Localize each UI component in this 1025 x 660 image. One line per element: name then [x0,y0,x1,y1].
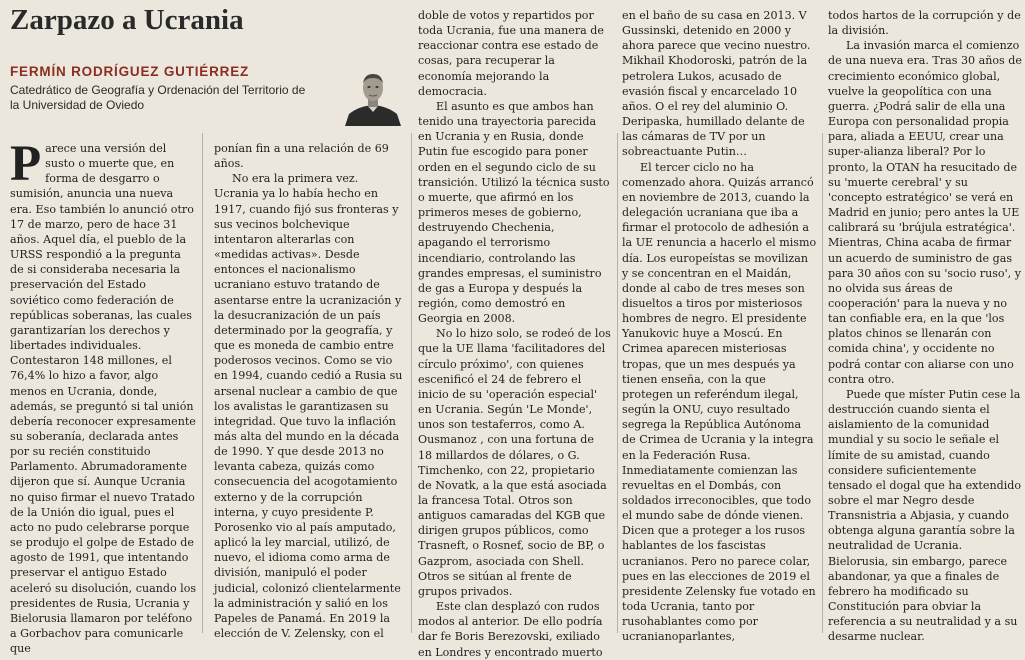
paragraph: El asunto es que ambos han tenido una trayectoria parecida en Ucrania y en Rusia, donde Putin fue escogido para poner orden en el segundo ciclo de su transición. Utilizó la técnica susto o muerte, que afirmó en los primeros meses de gobierno, destruyendo Chechenia, apagando el terrorismo incendiario, controlando las grandes empresas, el suministro de gas a Europa y después la región, como demostró en Georgia en 2008. [418,99,610,326]
paragraph: La invasión marca el comienzo de una nueva era. Tras 30 años de crecimiento económico global, vuelve la geopolítica con una guerra. ¿Podrá salir de ella una Europa con personalidad propia para, aliada a EEUU, crear una super-alianza liberal? Por lo pronto, la OTAN ha resucitado de su 'muerte cerebral' y su 'concepto estratégico' se verá en Madrid en junio; pero antes la UE calibrará su 'brújula estratégica'. Mientras, China acaba de firmar un acuerdo de suministro de gas para 30 años con su 'socio ruso', y no olvida sus áreas de cooperación' para la nueva y no tan confiable era, en la que 'los platos chinos se llenarán con comida china', y occidente no podrá contar con aliarse con uno contra otro. [828,39,1022,386]
paragraph: Este clan desplazó con rudos modos al anterior. De ello podría dar fe Boris Berezovski, exiliado en Londres y encontrado muerto [418,600,603,659]
drop-cap: P [10,136,42,192]
article-column-4 [622,8,817,644]
paragraph: No era la primera vez. Ucrania ya lo había hecho en 1917, cuando fijó sus fronteras y sus vecinos bolchevique intentaron alterarlas con «medidas activas». Desde entonces el nacionalismo ucraniano estuvo tratando de asentarse entre la ucranización y la desucranización de un país determinado por la geografía, y que es moneda de cambio entre poderosos vecinos. Como se vio en 1994, cuando cedió a Rusia su arsenal nuclear a cambio de que los avalistas le garantizasen su integridad. Que tuvo la inflación más alta del mundo en la década de 1990. Y que desde 2013 no levanta cabeza, quizás como consecuencia del acogotamiento externo y de la corrupción interna, y cuyo presidente P. Porosenko vio al país amputado, aplicó la ley marcial, utilizó, de nuevo, el idioma como arma de división, manipuló el poder judicial, colonizó clientelarmente la administración y salió en los Papeles de Panamá. En 2019 la elección de V. Zelensky, con el [214,172,403,640]
paragraph: doble de votos y repartidos por toda Ucrania, fue una manera de reaccionar contra ese estado de cosas, para recuperar la economía mejorando la democracia. [418,9,604,98]
paragraph: ponían fin a una relación de 69 años. [214,142,389,171]
article-column-3 [418,8,611,659]
article-column-5 [828,8,1022,644]
article-title: Zarpazo a Ucrania [10,4,244,36]
paragraph: en el baño de su casa en 2013. V Gussinski, detenido en 2000 y ahora parece que vecino nuestro. Mikhail Khodoroski, patrón de la petrolera Lukos, acusado de evasión fiscal y encarcelado 10 años. O el rey del aluminio O. Deripaska, humillado delante de las cámaras de TV por un sobreactuante Putin… [622,9,811,159]
paragraph: todos hartos de la corrupción y de la división. [828,9,1021,38]
author-photo [345,68,401,126]
column-divider [411,133,412,633]
column-divider [617,133,618,633]
paragraph: Puede que míster Putin cese la destrucción cuando sienta el aislamiento de la comunidad mundial y su socio le señale el límite de su amistad, cuando considere suficientemente tensado el dogal que ha extendido sobre el mar Negro desde Transnistria a Abjasia, y cuando obtenga alguna garantía sobre la neutralidad de Ucrania. Bielorusia, sin embargo, parece abandonar, ya que a finales de febrero ha modificado su Constitución para obviar la referencia a su neutralidad y a su desarme nuclear. [828,387,1022,644]
article-column-2 [214,141,406,640]
paragraph: El tercer ciclo no ha comenzado ahora. Quizás arrancó en noviembre de 2013, cuando la delegación ucraniana que iba a firmar el protocolo de adhesión a la UE renuncia a hacerlo el mismo día. Los europeístas se movilizan y se concentran en el Maidán, donde al cabo de tres meses son disueltos a tiros por misteriosos hombres de negro. El presidente Yanukovic huye a Moscú. En Crimea aparecen misteriosas tropas, que un mes después ya tienen enseña, con la que protegen un referéndum ilegal, según la ONU, cuyo resultado segrega la República Autónoma de Crimea de Ucrania y la integra en la Federación Rusa. Inmediatamente comienzan las revueltas en el Dombás, con soldados irreconocibles, que todo el mundo sabe de dónde vienen. Dicen que a proteger a los rusos hablantes de los fascistas ucranianos. Pero no parece colar, pues en las elecciones de 2019 el presidente Zelensky fue votado en toda Ucrania, tanto por rusohablantes como por ucranianoparlantes, [622,160,817,644]
author-name: FERMÍN RODRÍGUEZ GUTIÉRREZ [10,64,250,79]
paragraph: No lo hizo solo, se rodeó de los que la UE llama 'facilitadores del círculo próximo', con quienes escenificó el 24 de febrero el inicio de su 'operación especial' en Ucrania. Según 'Le Monde', unos son testaferros, como A. Ousmanoz , con una fortuna de 18 millardos de dólares, o G. Timchenko, con 22, propietario de Novatk, a la que está asociada la francesa Total. Otros son antiguos camaradas del KGB que dirigen grupos públicos, como Trasneft, o Rosnef, socio de BP, o Gazprom, asociada con Shell. Otros se sitúan al frente de grupos privados. [418,327,611,598]
paragraph: Parece una versión del susto o muerte que, en forma de desgarro o sumisión, anuncia una nueva era. Eso también lo anunció otro 17 de marzo, pero de hace 31 años. Aquel día, el pueblo de la URSS respondió a la pregunta de si consideraba necesaria la preservación del Estado soviético como federación de repúblicas soberanas, las cuales garantizarían los derechos y libertades individuales. Contestaron 148 millones, el 76,4% lo hizo a favor, algo menos en Ucrania, donde, además, se preguntó si tal unión debería reconocer expresamente su soberanía, declarada antes por su recién constituido Parlamento. Abrumadoramente dijeron que sí. Aunque Ucrania no quiso firmar el nuevo Tratado de la Unión dio igual, pues el acto no pudo celebrarse porque se produjo el golpe de Estado de agosto de 1991, que intentando preservar el antiguo Estado aceleró su disolución, cuando los presidentes de Rusia, Ucrania y Bielorusia llamaron por teléfono a Gorbachov para comunicarle que [10,136,197,656]
author-credentials: Catedrático de Geografía y Ordenación del Territorio de la Universidad de Oviedo [10,83,306,112]
column-divider [202,133,203,633]
column-divider [822,133,823,633]
article-column-1 [10,136,198,656]
